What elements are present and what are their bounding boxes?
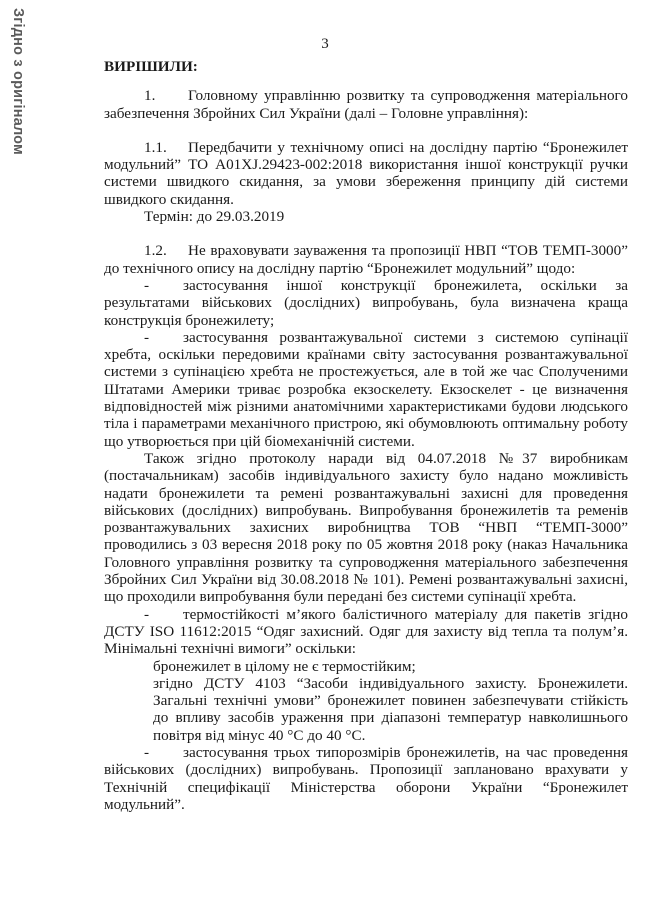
section-heading: ВИРІШИЛИ: bbox=[104, 58, 198, 75]
bullet-marker: - bbox=[144, 743, 150, 761]
bullet-item bbox=[104, 277, 628, 329]
bullet-marker: - bbox=[144, 328, 150, 346]
deadline: Термін: до 29.03.2019 bbox=[144, 208, 285, 226]
item-text: Передбачити у технічному описі на дослідну партію “Бронежилет модульний” ТО А01XJ.29423-002:2018 використання іншої конструкції ручки системи швидкого скидання, за умови збереження принципу дій системи швидкого скидання. bbox=[104, 138, 628, 208]
item-1-2 bbox=[104, 242, 628, 277]
bullet-item bbox=[104, 744, 628, 813]
bullet-text: застосування розвантажувальної системи з системою супінації хребта, оскільки передовими країнами світу застосування розвантажувальної системи з супінацією хребта не простежується, але в той же час Сполученими Штатами Америки триває розробка екзоскелету. Екзоскелет - це визначення відповідностей між різними анатомічними характеристиками будови людського тіла і параметрами механічного пристрою, які обумовлюють оптимальну роботу що утворюється при цій біомеханічній системи. bbox=[104, 328, 628, 450]
bullet-text: застосування іншої конструкції бронежилета, оскільки за результатами військових (дослідних) випробувань, була визначена краща конструкція бронежилету; bbox=[104, 276, 628, 329]
document-body bbox=[104, 58, 628, 813]
bullet-text: застосування трьох типорозмірів бронежилетів, на час проведення військових (дослідних) випробувань. Пропозиції заплановано врахувати у Технічній специфікації Міністерства оборони України “Бронежилет модульний”. bbox=[104, 743, 628, 813]
item-text: Головному управлінню розвитку та супроводження матеріального забезпечення Збройних Сил України (далі – Головне управління): bbox=[104, 87, 628, 122]
item-1-1 bbox=[104, 139, 628, 208]
reason-item: бронежилет в цілому не є термостійким; bbox=[153, 657, 416, 675]
item-number: 1. bbox=[144, 87, 156, 105]
page-number: 3 bbox=[321, 36, 329, 52]
bullet-marker: - bbox=[144, 276, 150, 294]
item-1 bbox=[104, 87, 628, 122]
item-number: 1.1. bbox=[144, 138, 167, 156]
bullet-text: термостійкості м’якого балістичного матеріалу для пакетів згідно ДСТУ ISO 11612:2015 “Одяг захисний. Одяг для захисту від тепла та полум’я. Мінімальні технічні вимоги” оскільки: bbox=[104, 605, 628, 658]
item-text: Не враховувати зауваження та пропозиції НВП “ТОВ ТЕМП-3000” до технічного опису на дослідну партію “Бронежилет модульний” щодо: bbox=[104, 242, 628, 277]
item-number: 1.2. bbox=[144, 242, 167, 260]
bullet-item bbox=[104, 329, 628, 450]
bullet-item bbox=[104, 606, 628, 658]
bullet-marker: - bbox=[144, 605, 150, 623]
certification-stamp: Згідно з оригіналом bbox=[10, 8, 26, 155]
also-paragraph: Також згідно протоколу наради від 04.07.2018 №37 виробникам (постачальникам) засобів індивідуального захисту було надано можливість надати бронежилети та ремені розвантажувальні захисні для проведення військових (дослідних) випробувань. Випробування бронежилетів та ременів розвантажувальних захисних виробництва ТОВ “НВП “ТЕМП-3000” проводились з 03 вересня 2018 року по 05 жовтня 2018 року (наказ Начальника Головного управління розвитку та супроводження матеріального забезпечення Збройних Сил України від 30.08.2018 № 101). Ремені розвантажувальні захисні, що проходили випробування були передані без системи супінації хребта. bbox=[104, 449, 628, 606]
reason-item: згідно ДСТУ 4103 “Засоби індивідуального захисту. Бронежилети. Загальні технічні умови” бронежилет повинен забезпечувати стійкість до впливу засобів ураження при діапазоні температур навколишнього повітря від мінус 40 °С до 40 °С. bbox=[153, 674, 628, 744]
reasons-list bbox=[104, 658, 628, 744]
